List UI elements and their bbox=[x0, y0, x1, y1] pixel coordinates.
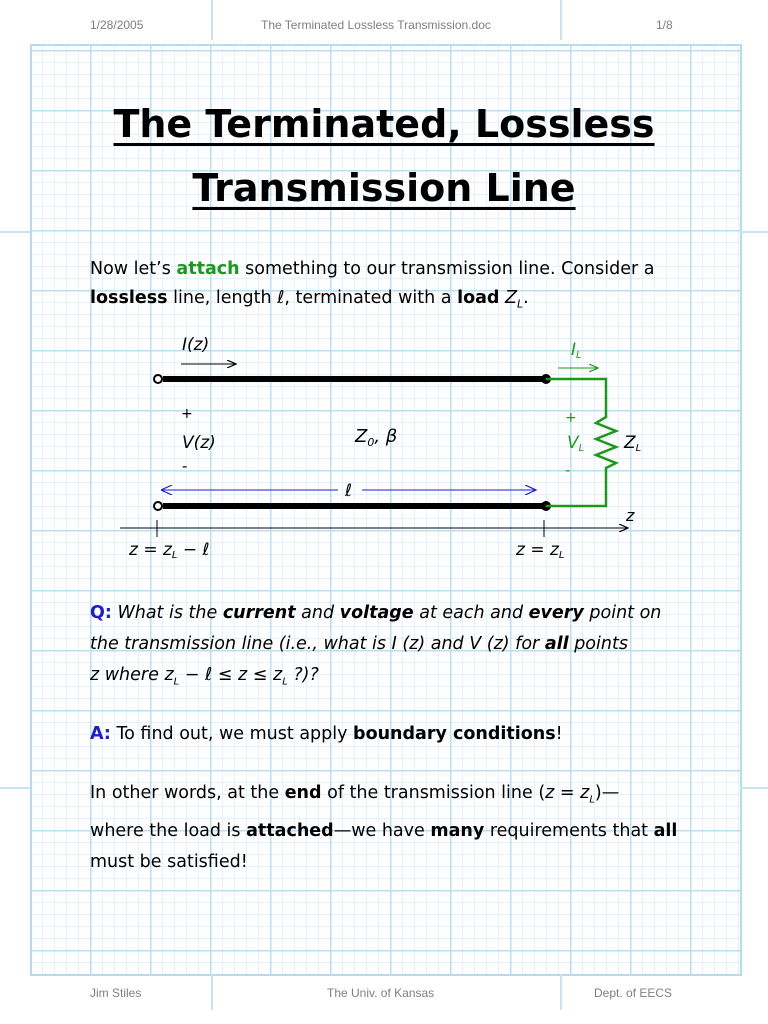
vz-plus: + bbox=[181, 406, 193, 422]
characteristic-impedance-label: $Z_0$, β bbox=[355, 426, 398, 449]
z-axis-label: z bbox=[626, 506, 635, 525]
grid-edge-mark bbox=[0, 787, 30, 789]
length-label: ℓ bbox=[345, 481, 353, 501]
current-label-iz: I(z) bbox=[182, 335, 210, 355]
footer-school: The Univ. of Kansas bbox=[327, 986, 435, 1000]
intro-paragraph: Now let’s attach something to our transmission line. Consider a lossless line, length ℓ, terminated with a load $Z_L$. bbox=[90, 259, 655, 311]
grid-edge-mark bbox=[0, 231, 30, 233]
header-divider bbox=[560, 0, 562, 40]
left-position-label: z = zL − ℓ bbox=[129, 540, 210, 561]
vl-plus: + bbox=[565, 410, 577, 426]
footer-department: Dept. of EECS bbox=[594, 986, 673, 1000]
grid-edge-mark bbox=[740, 787, 768, 789]
load-voltage-label: VL bbox=[567, 433, 585, 454]
answer-paragraph: A: To find out, we must apply boundary conditions! bbox=[90, 724, 563, 744]
header-page-number: 1/8 bbox=[656, 18, 673, 32]
header-filename: The Terminated Lossless Transmission.doc bbox=[261, 18, 491, 32]
footer-author: Jim Stiles bbox=[90, 986, 142, 1000]
input-terminal-top bbox=[154, 375, 162, 383]
input-terminal-bottom bbox=[154, 502, 162, 510]
load-impedance-label: ZL bbox=[624, 433, 642, 454]
closing-paragraph: In other words, at the end of the transmission line $(z = z_L)—$ where the load is attached—we have many requirements that all must be satisfied! bbox=[90, 783, 678, 872]
load-current-label: IL bbox=[571, 340, 582, 361]
right-position-label: z = zL bbox=[516, 540, 565, 561]
header-divider bbox=[211, 0, 213, 40]
page-title-line-1: The Terminated, Lossless bbox=[113, 102, 655, 146]
page-title-line-2: Transmission Line bbox=[192, 166, 576, 210]
voltage-label-vz: V(z) bbox=[182, 433, 216, 453]
vz-minus: - bbox=[182, 457, 188, 475]
question-paragraph: Q: What is the current and voltage at each and every point on the transmission line (i.e., what is I (z) and V (z) for all points z where $z_L$ − ℓ ≤ $z \le z_L$ ?)? bbox=[90, 603, 662, 688]
vl-minus: - bbox=[565, 461, 571, 479]
transmission-line-diagram bbox=[0, 320, 768, 570]
page-footer bbox=[0, 974, 768, 1024]
grid-edge-mark bbox=[740, 231, 768, 233]
page-header bbox=[0, 0, 768, 40]
header-date: 1/28/2005 bbox=[90, 18, 144, 32]
